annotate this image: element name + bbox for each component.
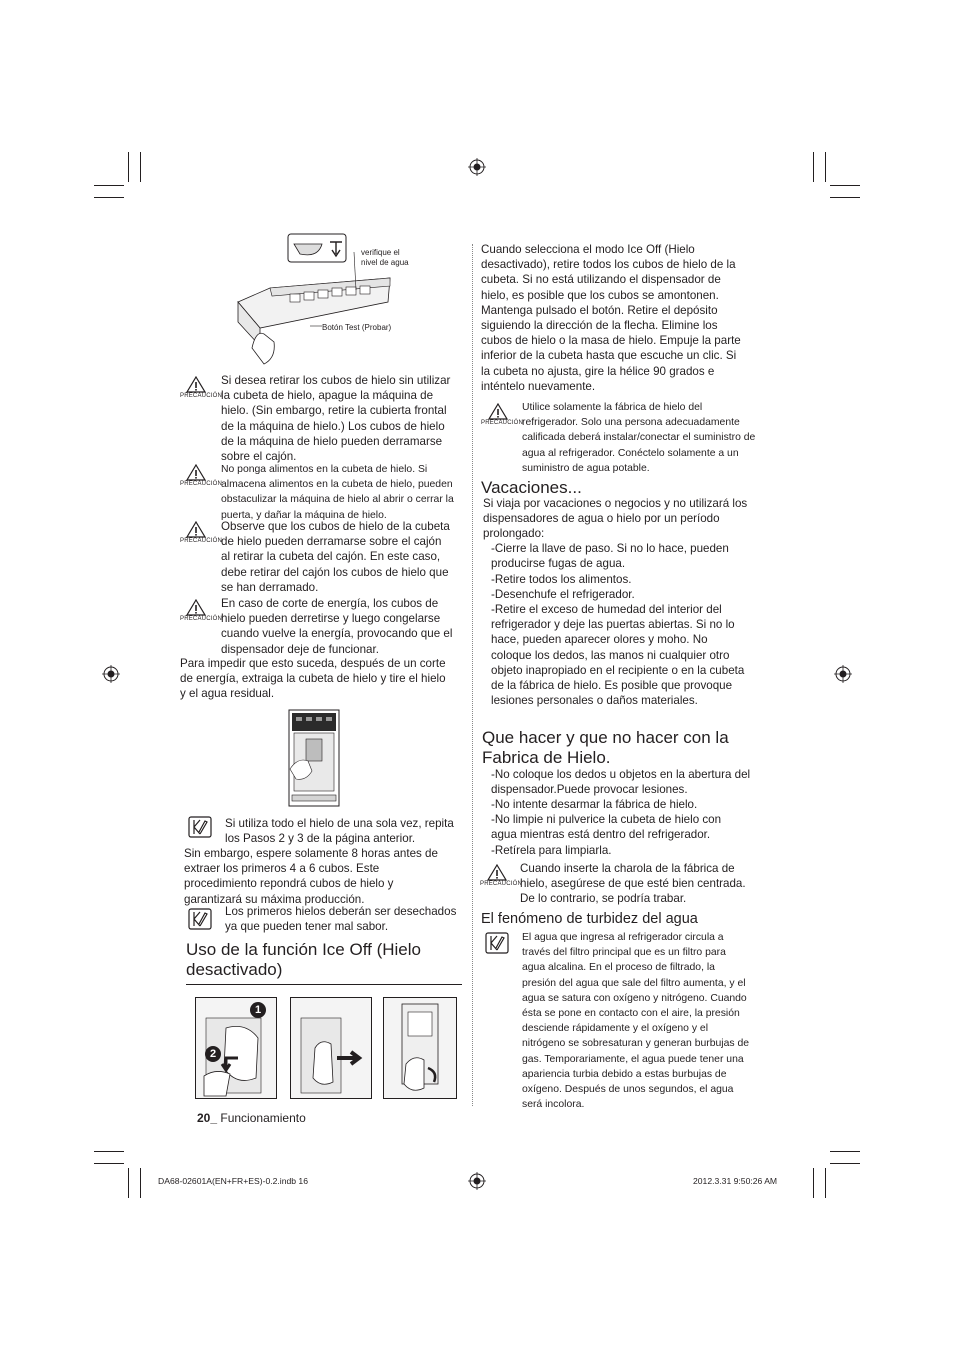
step-badge-1: 1: [250, 1002, 266, 1018]
note-pencil-icon: [485, 932, 509, 954]
caution-text-right-2: Cuando inserte la charola de la fábrica de hielo, asegúrese de que esté bien centrada. De lo contrario, se podría trabar.: [520, 862, 746, 906]
warning-triangle-icon: [186, 464, 206, 481]
crop-mark: [830, 197, 860, 198]
crop-mark: [94, 1151, 124, 1152]
turbidity-note: El agua que ingresa al refrigerador circula a través del filtro principal que es un filtro para agua alcalina. En el proceso de filtrado, la presión del agua que sale del filtro aumenta, y el agua se satura con oxígeno y nitrógeno. Cuando ésta se pone en contacto con el aire, la presión desciende rápidamente y el oxígeno y el nitrógeno se sobresaturan y generan burbujas de gas. Temporariamente, el agua puede tener una apariencia turbia debido a estas burbujas de oxígeno. Después de unos segundos, el agua será incolora.: [522, 932, 750, 1111]
registration-mark-icon: [834, 665, 852, 683]
vacations-intro: Si viaja por vacaciones o negocios y no utilizará los dispensadores de agua o hielo por un período prolongado:: [483, 497, 748, 541]
do-dont-item: -No limpie ni pulverice la cubeta de hielo con agua mientras está dentro del refrigerador.: [491, 813, 722, 842]
caution-label: PRECAUCIÓN: [180, 538, 223, 544]
crop-mark: [128, 1168, 129, 1198]
caution-label: PRECAUCIÓN: [480, 881, 523, 887]
crop-mark: [94, 1163, 124, 1164]
caution-text-1: Si desea retirar los cubos de hielo sin utilizar la cubeta de hielo, apague la máquina de hielo. (Sin embargo, retire la cubierta frontal de la máquina de hielo.) Los cubos de hielo de la máquina de hielo pueden derramarse sobre el cajón.: [221, 374, 451, 464]
ice-off-step-image-3: [383, 997, 457, 1099]
crop-mark: [825, 152, 826, 182]
caution-text-4: En caso de corte de energía, los cubos de hielo pueden derretirse y luego congelarse cuando vuelve la energía, provocando que el dispensador deje de funcionar.: [221, 597, 453, 656]
vacations-item: -Cierre la llave de paso. Si no lo hace, pueden producirse fugas de agua.: [491, 542, 729, 571]
crop-mark: [830, 185, 860, 186]
crop-mark: [140, 152, 141, 182]
crop-mark: [128, 152, 129, 182]
ice-off-intro: Cuando selecciona el modo Ice Off (Hielo desactivado), retire todos los cubos de hielo de la cubeta. Si no está utilizando el dispensador de hielo, es posible que los cubos se amontonen. Mantenga pulsado el botón. Retire el depósito siguiendo la dirección de la flecha. Elimine los cubos de hielo o la masa de hielo. Empuje la parte inferior de la cubeta hasta que escuche un clic. Si la cubeta no ajusta, gire la hélice 90 grados e inténtelo nuevamente.: [481, 243, 741, 393]
crop-mark: [813, 152, 814, 182]
caution-text-3: Observe que los cubos de hielo de la cubeta de hielo pueden derramarse sobre el cajón al retirar la cubeta del cajón. En este caso, debe retirar del cajón los cubos de hielo que se han derramado.: [221, 520, 450, 594]
warning-triangle-icon: [186, 376, 206, 393]
crop-mark: [825, 1168, 826, 1198]
registration-mark-icon: [468, 158, 486, 176]
crop-mark: [94, 185, 124, 186]
note-pencil-icon: [188, 816, 212, 838]
crop-mark: [830, 1151, 860, 1152]
note-text-2: Los primeros hielos deberán ser desechados ya que pueden tener mal sabor.: [225, 905, 457, 934]
caution-text-2: No ponga alimentos en la cubeta de hielo. Si almacena alimentos en la cubeta de hielo, pueden obstaculizar la máquina de hielo al abrir o cerrar la puerta, y dañar la máquina de hielo.: [221, 464, 454, 521]
crop-mark: [813, 1168, 814, 1198]
do-dont-item: -No coloque los dedos u objetos en la abertura del dispensador.Puede provocar lesiones.: [491, 768, 751, 797]
footer-filename: DA68-02601A(EN+FR+ES)-0.2.indb 16: [158, 1176, 308, 1186]
warning-triangle-icon: [186, 521, 206, 538]
footer-section: Funcionamiento: [220, 1111, 306, 1125]
label-water-level: verifique el nivel de agua: [361, 248, 409, 267]
warning-triangle-icon: [488, 403, 508, 420]
do-dont-item: -No intente desarmar la fábrica de hielo.: [491, 798, 698, 811]
note-pencil-icon: [188, 908, 212, 930]
page-number: 20_: [197, 1111, 218, 1125]
footer-timestamp: 2012.3.31 9:50:26 AM: [693, 1176, 778, 1186]
caution-label: PRECAUCIÓN: [180, 481, 223, 487]
section-rule: [186, 984, 462, 985]
crop-mark: [140, 1168, 141, 1198]
vacations-item: -Retire el exceso de humedad del interior del refrigerador y deje las puertas abiertas. Si no lo hace, pueden aparecer olores y moho. No coloque los dedos, las manos ni cualquier otro objeto inapropiado en el recipiente o en la cubeta de la fábrica de hielo. Es posible que provoque lesiones personales o daños materiales.: [491, 603, 745, 708]
vacations-item: -Desenchufe el refrigerador.: [491, 588, 635, 601]
power-outage-paragraph: Para impedir que esto suceda, después de un corte de energía, extraiga la cubeta de hielo y tire el hielo y el agua residual.: [180, 657, 446, 701]
registration-mark-icon: [102, 665, 120, 683]
do-dont-title: Que hacer y que no hacer con la Fabrica de Hielo.: [482, 728, 729, 767]
step-badge-2: 2: [205, 1046, 221, 1062]
crop-mark: [830, 1163, 860, 1164]
registration-mark-icon: [468, 1172, 486, 1190]
caution-label: PRECAUCIÓN: [180, 616, 223, 622]
crop-mark: [94, 197, 124, 198]
caution-text-right-1: Utilice solamente la fábrica de hielo del refrigerador. Solo una persona adecuadamente calificada deberá instalar/conectar el suministro de agua al refrigerador. Conéctelo solamente a un suministro de agua potable.: [522, 402, 756, 474]
note-text-1: Si utiliza todo el hielo de una sola vez, repita los Pasos 2 y 3 de la página anterior.: [225, 817, 454, 846]
page-footer: [197, 1111, 306, 1125]
dispenser-illustration: [288, 709, 340, 807]
do-dont-item: -Retírela para limpiarla.: [491, 844, 612, 857]
vacations-item: -Retire todos los alimentos.: [491, 573, 632, 586]
ice-off-step-image-2: [290, 997, 372, 1099]
column-divider: [472, 244, 473, 1106]
label-test-button: Botón Test (Probar): [322, 323, 392, 332]
warning-triangle-icon: [186, 599, 206, 616]
section-title-ice-off: Uso de la función Ice Off (Hielo desactivado): [186, 940, 421, 979]
caution-label: PRECAUCIÓN: [180, 393, 223, 399]
note-text-1-continued: Sin embargo, espere solamente 8 horas antes de extraer los primeros 4 a 6 cubos. Este procedimiento repondrá cubos de hielo y garantizará su máxima producción.: [184, 847, 438, 906]
caution-label: PRECAUCIÓN: [481, 420, 524, 426]
vacations-title: Vacaciones...: [481, 478, 582, 497]
warning-triangle-icon: [487, 864, 507, 881]
turbidity-title: El fenómeno de turbidez del agua: [481, 911, 698, 927]
